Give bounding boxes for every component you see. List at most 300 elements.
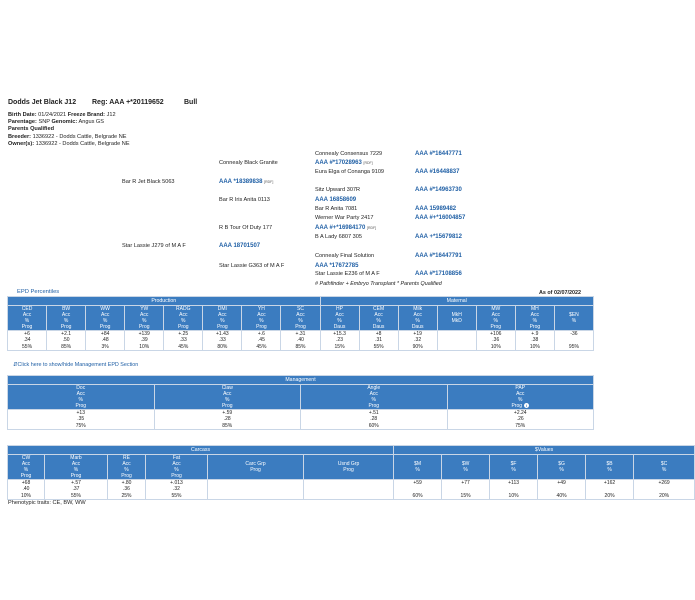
- column-header: [586, 455, 634, 480]
- header-line: Acc: [122, 461, 131, 467]
- value-line: +1.43: [216, 331, 229, 337]
- header-line: Acc: [100, 312, 110, 318]
- header-line: CW: [21, 455, 31, 461]
- column-header: [45, 455, 108, 480]
- header-line: Acc: [413, 312, 422, 318]
- value-cell: [164, 331, 203, 351]
- header-line: CEM: [373, 306, 385, 312]
- header-line: Prog: [368, 403, 380, 409]
- header-line: MkH: [451, 312, 462, 318]
- header-line: %: [225, 397, 230, 403]
- epd-section-title: EPD Percentiles: [17, 289, 60, 295]
- column-header: [320, 306, 359, 331]
- value-cell: [8, 331, 47, 351]
- value-line: 10%: [20, 492, 31, 499]
- header-line: DMI: [217, 306, 227, 312]
- value-line: +2.1: [61, 331, 72, 337]
- header-line: Prog: [343, 467, 354, 473]
- header-line: %: [571, 318, 577, 324]
- column-header: [304, 455, 394, 480]
- header-line: Prog: [295, 324, 306, 330]
- maternal-group-header: Maternal: [320, 297, 594, 306]
- header-line: Acc: [369, 391, 378, 397]
- pedigree-sds-reg[interactable]: AAA #*14963730: [415, 187, 462, 193]
- header-line: $W: [461, 461, 470, 467]
- value-cell: [45, 480, 108, 500]
- value-line: +.80: [121, 480, 132, 486]
- bar-chart-icon: [7, 289, 14, 295]
- value-line: 20%: [604, 492, 615, 499]
- header-line: Acc: [374, 312, 383, 318]
- value-line: 10%: [529, 343, 540, 350]
- header-line: Acc: [61, 312, 71, 318]
- pedigree-dds-name: Connealy Final Solution: [315, 253, 375, 259]
- value-cell: [8, 480, 45, 500]
- header-line: Acc: [71, 461, 81, 467]
- value-line: 40%: [556, 492, 567, 499]
- header-line: $C: [660, 461, 668, 467]
- header-line: Prog: [70, 473, 82, 479]
- value-line: 75%: [515, 422, 526, 429]
- value-line: 60%: [412, 492, 423, 499]
- value-line: .38: [531, 337, 539, 344]
- value-cell: [634, 480, 695, 500]
- value-cell: [320, 331, 359, 351]
- info-icon[interactable]: i: [525, 403, 528, 408]
- parents-qualified: Parents Qualified: [8, 126, 55, 133]
- value-line: +49: [557, 480, 566, 486]
- value-line: +19: [413, 331, 422, 337]
- header-line: %: [661, 467, 667, 473]
- value-line: .36: [492, 337, 500, 344]
- value-line: [438, 344, 476, 350]
- header-line: %: [415, 318, 420, 324]
- value-line: +113: [508, 480, 520, 486]
- header-line: Prog: [529, 324, 541, 330]
- value-line: +269: [658, 480, 670, 486]
- value-line: .50: [62, 337, 70, 344]
- header-line: %: [259, 318, 264, 324]
- column-header: [242, 306, 281, 331]
- value-line: 85%: [222, 422, 233, 429]
- value-cell: [515, 331, 554, 351]
- value-line: 45%: [256, 343, 267, 350]
- value-line: .31: [375, 337, 383, 344]
- header-line: Acc: [179, 312, 188, 318]
- value-line: 55%: [70, 492, 81, 499]
- column-header: [154, 385, 301, 410]
- value-line: .39: [140, 337, 148, 344]
- header-line: %: [124, 467, 129, 473]
- column-header: [108, 455, 146, 480]
- header-line: Carc Grp: [245, 461, 266, 467]
- header-line: Prog: [221, 403, 233, 409]
- breeder-label: Breeder:: [8, 133, 32, 140]
- column-header: [8, 455, 45, 480]
- value-line: 3%: [101, 343, 109, 350]
- pedigree-sss-reg[interactable]: AAA #*16447771: [415, 151, 462, 157]
- value-line: .32: [414, 337, 422, 344]
- pedigree-ds-reg[interactable]: [315, 225, 376, 231]
- header-line: Daus: [372, 324, 385, 330]
- header-line: %: [73, 467, 79, 473]
- value-line: [208, 493, 303, 499]
- column-header: [634, 455, 695, 480]
- value-cell: [86, 331, 125, 351]
- header-line: %: [102, 318, 108, 324]
- header-line: Marb: [70, 455, 82, 461]
- production-epd-table: [7, 296, 594, 351]
- value-cell: [242, 331, 281, 351]
- value-line: 90%: [412, 343, 423, 350]
- pedigree-dd-name: Star Lassie G363 of M A F: [219, 263, 285, 269]
- value-line: +.51: [368, 410, 379, 416]
- value-cell: [538, 480, 586, 500]
- value-line: .45: [257, 337, 265, 344]
- value-cell: [154, 410, 301, 430]
- header-line: MW: [491, 306, 501, 312]
- value-line: 60%: [368, 422, 379, 429]
- column-header: [8, 385, 155, 410]
- header-line: Acc: [140, 312, 149, 318]
- header-line: Prog: [21, 324, 33, 330]
- header-line: %: [493, 318, 498, 324]
- value-line: +162: [603, 480, 616, 486]
- header-line: %: [174, 467, 179, 473]
- pedigree-dds-reg[interactable]: AAA #*16447791: [415, 253, 462, 259]
- header-line: RE: [123, 455, 130, 461]
- header-line: HP: [336, 306, 343, 312]
- header-line: %: [532, 318, 538, 324]
- value-line: 20%: [659, 492, 670, 499]
- header-line: %: [63, 318, 69, 324]
- pedigree-sd-reg[interactable]: AAA 16858609: [315, 197, 357, 203]
- pedigree-sire-reg-text: AAA *18389838: [219, 179, 263, 185]
- pedigree-dss-reg[interactable]: AAA #+*16004857: [415, 215, 466, 221]
- header-line: CED: [21, 306, 33, 312]
- column-header: [164, 306, 203, 331]
- header-line: %: [23, 467, 29, 473]
- header-line: Prog: [60, 324, 72, 330]
- pedigree-dsd-reg[interactable]: AAA +*15679812: [415, 234, 462, 240]
- column-header: [515, 306, 554, 331]
- header-line: Acc: [22, 312, 32, 318]
- toggle-arrow-icon: ⇵: [13, 362, 18, 368]
- header-line: %: [141, 318, 147, 324]
- value-line: .37: [72, 486, 80, 493]
- breeder: 1336922 - Dodds Cattle, Belgrade NE: [32, 133, 127, 140]
- value-cell: [554, 331, 593, 351]
- value-line: 25%: [121, 492, 132, 499]
- header-line: Acc: [296, 312, 305, 318]
- header-line: Acc: [21, 461, 31, 467]
- header-line: %: [337, 318, 342, 324]
- pedigree-ds-reg-text: AAA #+*16984170: [315, 225, 366, 231]
- value-line: .40: [296, 337, 304, 344]
- parentage: SNP: [38, 119, 50, 126]
- header-line: Claw: [221, 385, 233, 391]
- pedigree-sire-reg[interactable]: [219, 179, 273, 185]
- value-line: 55%: [171, 492, 182, 499]
- value-line: .32: [173, 486, 180, 493]
- as-of-date: As of 02/07/2022: [539, 290, 581, 296]
- value-line: 15%: [460, 492, 471, 499]
- header-line: Daus: [333, 324, 346, 330]
- header-line: BW: [62, 306, 71, 312]
- header-line: Doc: [76, 385, 86, 391]
- value-line: 45%: [178, 343, 189, 350]
- header-line: %: [376, 318, 381, 324]
- value-cell: [301, 410, 448, 430]
- value-line: +8: [375, 331, 382, 337]
- production-group-header: Production: [8, 297, 321, 306]
- owners-label: Owner(s):: [8, 140, 35, 147]
- value-line: 85%: [295, 343, 306, 350]
- value-line: +84: [100, 331, 110, 337]
- pedigree-sdd-name: Bar R Anita 7081: [315, 206, 358, 212]
- header-line: Prog: [250, 467, 261, 473]
- header-line: Acc: [218, 312, 227, 318]
- header-line: %: [511, 467, 516, 473]
- value-cell: [437, 331, 476, 351]
- header-line: Acc: [491, 312, 500, 318]
- genomic-label: Genomic:: [51, 119, 78, 126]
- header-line: %: [24, 318, 30, 324]
- header-line: %: [371, 397, 376, 403]
- column-header: [8, 306, 47, 331]
- column-header: [442, 455, 490, 480]
- value-line: +15.3: [333, 331, 346, 337]
- column-header: [146, 455, 208, 480]
- pedigree-ssd-reg[interactable]: AAA #16448837: [415, 169, 460, 175]
- header-line: %: [298, 318, 303, 324]
- value-line: .33: [179, 337, 187, 344]
- header-line: Prog: [99, 324, 111, 330]
- value-cell: [146, 480, 208, 500]
- registration-number: Reg: AAA +*20119652: [92, 99, 164, 106]
- pedigree-dam-name: Star Lassie J279 of M A F: [122, 243, 186, 249]
- value-line: 10%: [508, 492, 519, 499]
- header-line: $M: [414, 461, 422, 467]
- value-cell: [208, 480, 304, 500]
- header-line: RADG: [176, 306, 191, 312]
- owners: 1336922 - Dodds Cattle, Belgrade NE: [35, 140, 130, 147]
- value-line: .35: [77, 416, 85, 423]
- header-line: Prog: [217, 324, 228, 330]
- header-line: Prog: [171, 473, 182, 479]
- pedigree-sdd-reg[interactable]: AAA 15989482: [415, 206, 457, 212]
- value-cell: [442, 480, 490, 500]
- value-cell: [398, 331, 437, 351]
- value-line: +.59: [222, 410, 233, 416]
- pedigree-legend: # Pathfinder + Embryo Transplant * Parents Qualified: [315, 281, 442, 287]
- header-line: Prog: [490, 324, 502, 330]
- value-line: 10%: [490, 343, 501, 350]
- animal-sex: Bull: [184, 99, 198, 106]
- header-line: Prog: [138, 324, 150, 330]
- value-line: +13: [76, 410, 85, 416]
- header-line: Milk: [413, 306, 423, 312]
- column-header: [86, 306, 125, 331]
- epd-title-row: [7, 289, 59, 295]
- pedigree-ds-name: R B Tour Of Duty 177: [219, 225, 273, 231]
- rdf-tag: [RDF]: [264, 180, 274, 184]
- header-line: PAP: [515, 385, 526, 391]
- header-line: Acc: [172, 461, 181, 467]
- column-header: [476, 306, 515, 331]
- pedigree-dsd-name: B A Lady 6807 305: [315, 234, 362, 240]
- pedigree-sss-name: Connealy Consensus 7229: [315, 151, 383, 157]
- column-header: [208, 455, 304, 480]
- header-line: Usnd Grp: [337, 461, 360, 467]
- birth-date-label: Birth Date:: [8, 112, 37, 118]
- column-header: [490, 455, 538, 480]
- management-toggle-link[interactable]: [13, 362, 138, 368]
- management-epd-table: [7, 375, 594, 430]
- header-line: Prog: [511, 403, 523, 409]
- column-header: [538, 455, 586, 480]
- value-line: .36: [123, 486, 130, 493]
- column-header: [281, 306, 320, 331]
- value-line: 95%: [568, 343, 579, 350]
- header-line: %: [559, 467, 564, 473]
- header-line: Prog: [20, 473, 32, 479]
- header-line: Acc: [335, 312, 344, 318]
- header-line: %: [518, 397, 523, 403]
- management-group-header: Management: [8, 376, 594, 385]
- value-line: .48: [101, 337, 109, 344]
- header-line: $EN: [569, 312, 579, 318]
- value-line: +.25: [178, 331, 189, 337]
- pedigree-sds-name: Sitz Upward 307R: [315, 187, 361, 193]
- value-cell: [47, 331, 86, 351]
- header-line: %: [463, 467, 468, 473]
- value-cell: [8, 410, 155, 430]
- value-line: .28: [370, 416, 378, 423]
- value-line: 10%: [139, 343, 150, 350]
- pedigree-sire-name: Bar R Jet Black 5063: [122, 179, 175, 185]
- value-cell: [359, 331, 398, 351]
- value-line: +.9: [531, 331, 539, 337]
- value-line: +.57: [71, 480, 81, 486]
- carcass-group-header: Carcass: [8, 446, 394, 455]
- pedigree-dss-name: Werner War Party 2417: [315, 215, 374, 221]
- column-header: [554, 306, 593, 331]
- column-header: [301, 385, 448, 410]
- value-line: .28: [223, 416, 231, 423]
- animal-name: Dodds Jet Black J12: [8, 99, 77, 106]
- column-header: [398, 306, 437, 331]
- value-cell: [304, 480, 394, 500]
- animal-info: [8, 112, 130, 148]
- value-line: 15%: [334, 343, 345, 350]
- value-line: .40: [22, 486, 30, 493]
- pedigree-ddd-name: Star Lassie E236 of M A F: [315, 271, 380, 277]
- value-line: +68: [21, 480, 31, 486]
- header-line: %: [181, 318, 186, 324]
- column-header: [394, 455, 442, 480]
- pedigree-ddd-reg[interactable]: AAA #*17108856: [415, 271, 462, 277]
- header-line: WW: [100, 306, 110, 312]
- value-line: +139: [138, 331, 150, 337]
- value-cell: [476, 331, 515, 351]
- pedigree-ss-reg[interactable]: [315, 160, 373, 166]
- value-line: 75%: [75, 422, 86, 429]
- value-line: +59: [413, 480, 422, 486]
- pedigree-dd-reg[interactable]: AAA *17672785: [315, 263, 359, 269]
- header-line: Acc: [530, 312, 540, 318]
- column-header: [359, 306, 398, 331]
- freeze-brand-label: Freeze Brand:: [67, 112, 106, 118]
- header-line: $B: [606, 461, 613, 467]
- value-cell: [125, 331, 164, 351]
- rdf-tag: [RDF]: [367, 226, 377, 230]
- value-line: 55%: [373, 343, 384, 350]
- header-line: Prog: [121, 473, 132, 479]
- values-group-header: $Values: [394, 446, 695, 455]
- value-line: .34: [23, 337, 31, 344]
- parentage-label: Parentage:: [8, 119, 37, 126]
- header-line: Prog: [256, 324, 267, 330]
- header-line: Angle: [367, 385, 381, 391]
- pedigree-ss-name: Connealy Black Granite: [219, 160, 278, 166]
- value-line: +77: [461, 480, 470, 486]
- header-line: MH: [530, 306, 539, 312]
- value-cell: [586, 480, 634, 500]
- freeze-brand: J12: [106, 112, 116, 118]
- header-line: MkD: [451, 318, 462, 324]
- value-line: .26: [516, 416, 524, 423]
- value-cell: [108, 480, 146, 500]
- header-line: %: [415, 467, 420, 473]
- header-line: %: [220, 318, 225, 324]
- value-line: .33: [218, 337, 226, 344]
- birth-date: 01/24/2021: [38, 112, 67, 118]
- column-header: [47, 306, 86, 331]
- value-line: .23: [336, 337, 343, 344]
- management-toggle-text: Click here to show/hide Management EPD Section: [17, 362, 139, 368]
- value-line: 55%: [22, 343, 33, 350]
- column-header: [437, 306, 476, 331]
- value-line: [304, 493, 393, 499]
- header-line: Prog: [75, 403, 87, 409]
- column-header: [447, 385, 594, 410]
- header-line: YH: [257, 306, 265, 312]
- header-line: Acc: [76, 391, 85, 397]
- column-header: [203, 306, 242, 331]
- value-line: +.31: [295, 331, 306, 337]
- rdf-tag: [RDF]: [363, 161, 373, 165]
- header-line: $G: [558, 461, 565, 467]
- header-line-wrap: [448, 403, 594, 409]
- value-line: 85%: [61, 343, 72, 350]
- header-line: Acc: [516, 391, 525, 397]
- header-line: Acc: [223, 391, 232, 397]
- value-cell: [281, 331, 320, 351]
- header-line: Daus: [411, 324, 424, 330]
- value-cell: [447, 410, 594, 430]
- value-line: +.6: [257, 331, 265, 337]
- value-line: +2.24: [513, 410, 527, 416]
- carcass-epd-table: [7, 445, 695, 500]
- pedigree-ss-reg-text: AAA #*17028963: [315, 160, 362, 166]
- pedigree-sd-name: Bar R Iris Anita 0113: [219, 197, 270, 203]
- header-line: SC: [296, 306, 304, 312]
- pedigree-dam-reg[interactable]: AAA 18701507: [219, 243, 261, 249]
- value-line: +.013: [170, 480, 183, 486]
- genomic: Angus GS: [78, 119, 105, 126]
- header-line: YW: [140, 306, 149, 312]
